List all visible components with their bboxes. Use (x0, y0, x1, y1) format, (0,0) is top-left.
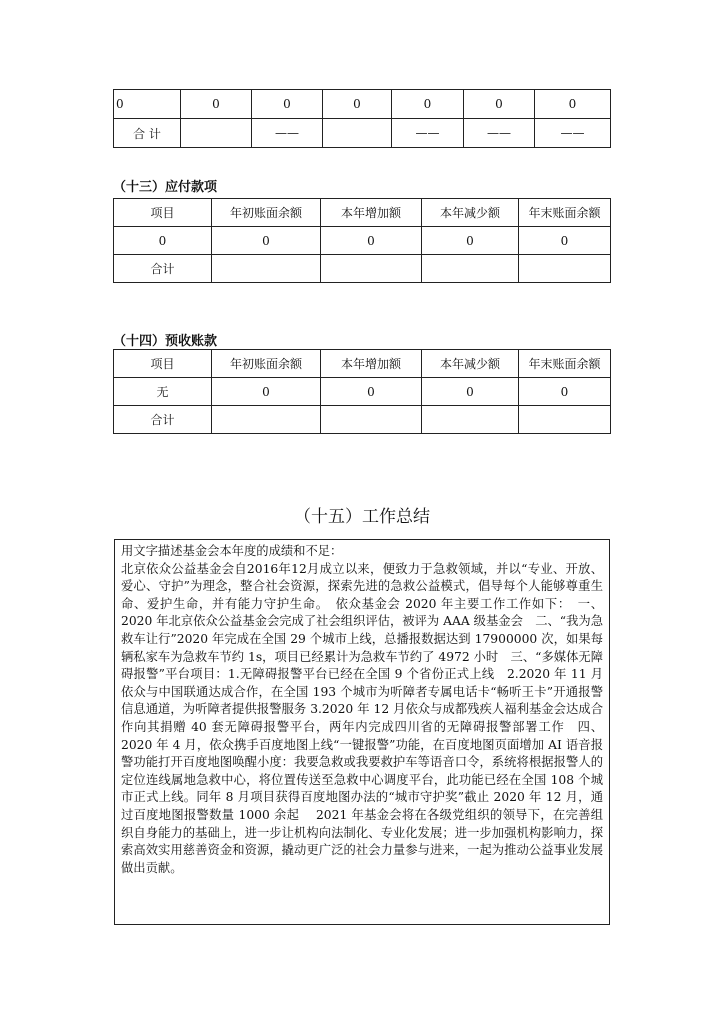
table-cell (422, 406, 519, 434)
table-cell (212, 255, 321, 283)
table-cell (519, 255, 611, 283)
summary-intro: 用文字描述基金会本年度的成绩和不足： (121, 544, 343, 558)
payables-table (113, 198, 611, 283)
column-header: 年末账面余额 (519, 350, 611, 378)
section-heading-advance-receipts: （十四）预收账款 (113, 334, 218, 349)
table-row (114, 227, 611, 255)
section-heading-payables: （十三）应付款项 (113, 180, 218, 195)
column-header: 项目 (114, 199, 212, 227)
table-cell: 0 (321, 227, 422, 255)
work-summary-box (114, 539, 610, 925)
table-cell: 0 (321, 378, 422, 406)
table-cell (321, 255, 422, 283)
table-cell: 0 (212, 227, 321, 255)
table-cell: 合 计 (114, 119, 181, 148)
table-cell: 0 (535, 90, 611, 119)
table-row (114, 378, 611, 406)
summary-body: 北京依众公益基金会自2016年12月成立以来，便致力于急救领域，并以“专业、开放、爱心、守护”为理念，整合社会资源，探索先进的急救公益模式，倡导每个人能够尊重生命、爱护生命，并有能力守护生命。 依众基金会 2020 年主要工作工作如下： 一、2020 年北京依众公益基金会完成了社会组织评估，被评为 AAA 级基金会 二、“我为急救车让行”2020 年完成在全国 29 个城市上线，总播报数据达到 17900000 次，如果每辆私家车为急救车节约 1s，项目已经累计为急救车节约了 4972 小时 三、“多媒体无障碍报警”平台项目：1.无障碍报警平台已经在全国 9 个省份正式上线 2.2020 年 11 月依众与中国联通达成合作，在全国 193 个城市为听障者专属电话卡“畅听王卡”开通报警信息通道，为听障者提供报警服务 3.2020 年 12 月依众与成都残疾人福利基金会达成合作向其捐赠 40 套无障碍报警平台，两年内完成四川省的无障碍报警部署工作 四、2020 年 4 月，依众携手百度地图上线“一键报警”功能，在百度地图页面增加 AI 语音报警功能打开百度地图唤醒小度：我要急救或我要救护车等语音口令，系统将根据报警人的定位连线属地急救中心，将位置传送至急救中心调度平台，此功能已经在全国 108 个城市正式上线。同年 8 月项目获得百度地图办法的“城市守护奖”截止 2020 年 12 月，通过百度地图报警数量 1000 余起 2021 年基金会将在各级党组织的领导下，在完善组织自身能力的基础上，进一步让机构向法制化、专业化发展；进一步加强机构影响力，探索高效实用慈善资金和资源，撬动更广泛的社会力量参与进来，一起为推动公益事业发展做出贡献。 (121, 561, 603, 875)
table-cell: 0 (114, 90, 181, 119)
table-cell: 0 (252, 90, 323, 119)
table-cell: 0 (464, 90, 535, 119)
table-cell (212, 406, 321, 434)
table-cell (181, 119, 252, 148)
section-title-work-summary: （十五）工作总结 (294, 507, 430, 527)
table-cell (422, 255, 519, 283)
column-header: 本年增加额 (321, 199, 422, 227)
table-cell: 0 (392, 90, 464, 119)
table-cell: —— (392, 119, 464, 148)
table-row (114, 90, 611, 119)
table-cell: 0 (422, 378, 519, 406)
table-cell (323, 119, 392, 148)
column-header: 本年增加额 (321, 350, 422, 378)
table-cell: —— (464, 119, 535, 148)
table-cell: 合计 (114, 255, 212, 283)
table-cell: —— (252, 119, 323, 148)
table-cell: 无 (114, 378, 212, 406)
table-row (114, 119, 611, 148)
column-header: 本年减少额 (422, 350, 519, 378)
column-header: 年末账面余额 (519, 199, 611, 227)
table-cell: 合计 (114, 406, 212, 434)
table-cell: 0 (519, 378, 611, 406)
advance-receipts-table (113, 349, 611, 434)
column-header: 项目 (114, 350, 212, 378)
column-header: 年初账面余额 (212, 350, 321, 378)
table-cell: 0 (323, 90, 392, 119)
table-row (114, 406, 611, 434)
asset-table-continued (113, 89, 611, 148)
table-cell: 0 (212, 378, 321, 406)
table-cell: —— (535, 119, 611, 148)
table-row (114, 255, 611, 283)
table-cell: 0 (114, 227, 212, 255)
table-cell (321, 406, 422, 434)
column-header: 本年减少额 (422, 199, 519, 227)
table-header-row (114, 350, 611, 378)
column-header: 年初账面余额 (212, 199, 321, 227)
table-cell: 0 (181, 90, 252, 119)
table-header-row (114, 199, 611, 227)
table-cell: 0 (519, 227, 611, 255)
table-cell (519, 406, 611, 434)
table-cell: 0 (422, 227, 519, 255)
